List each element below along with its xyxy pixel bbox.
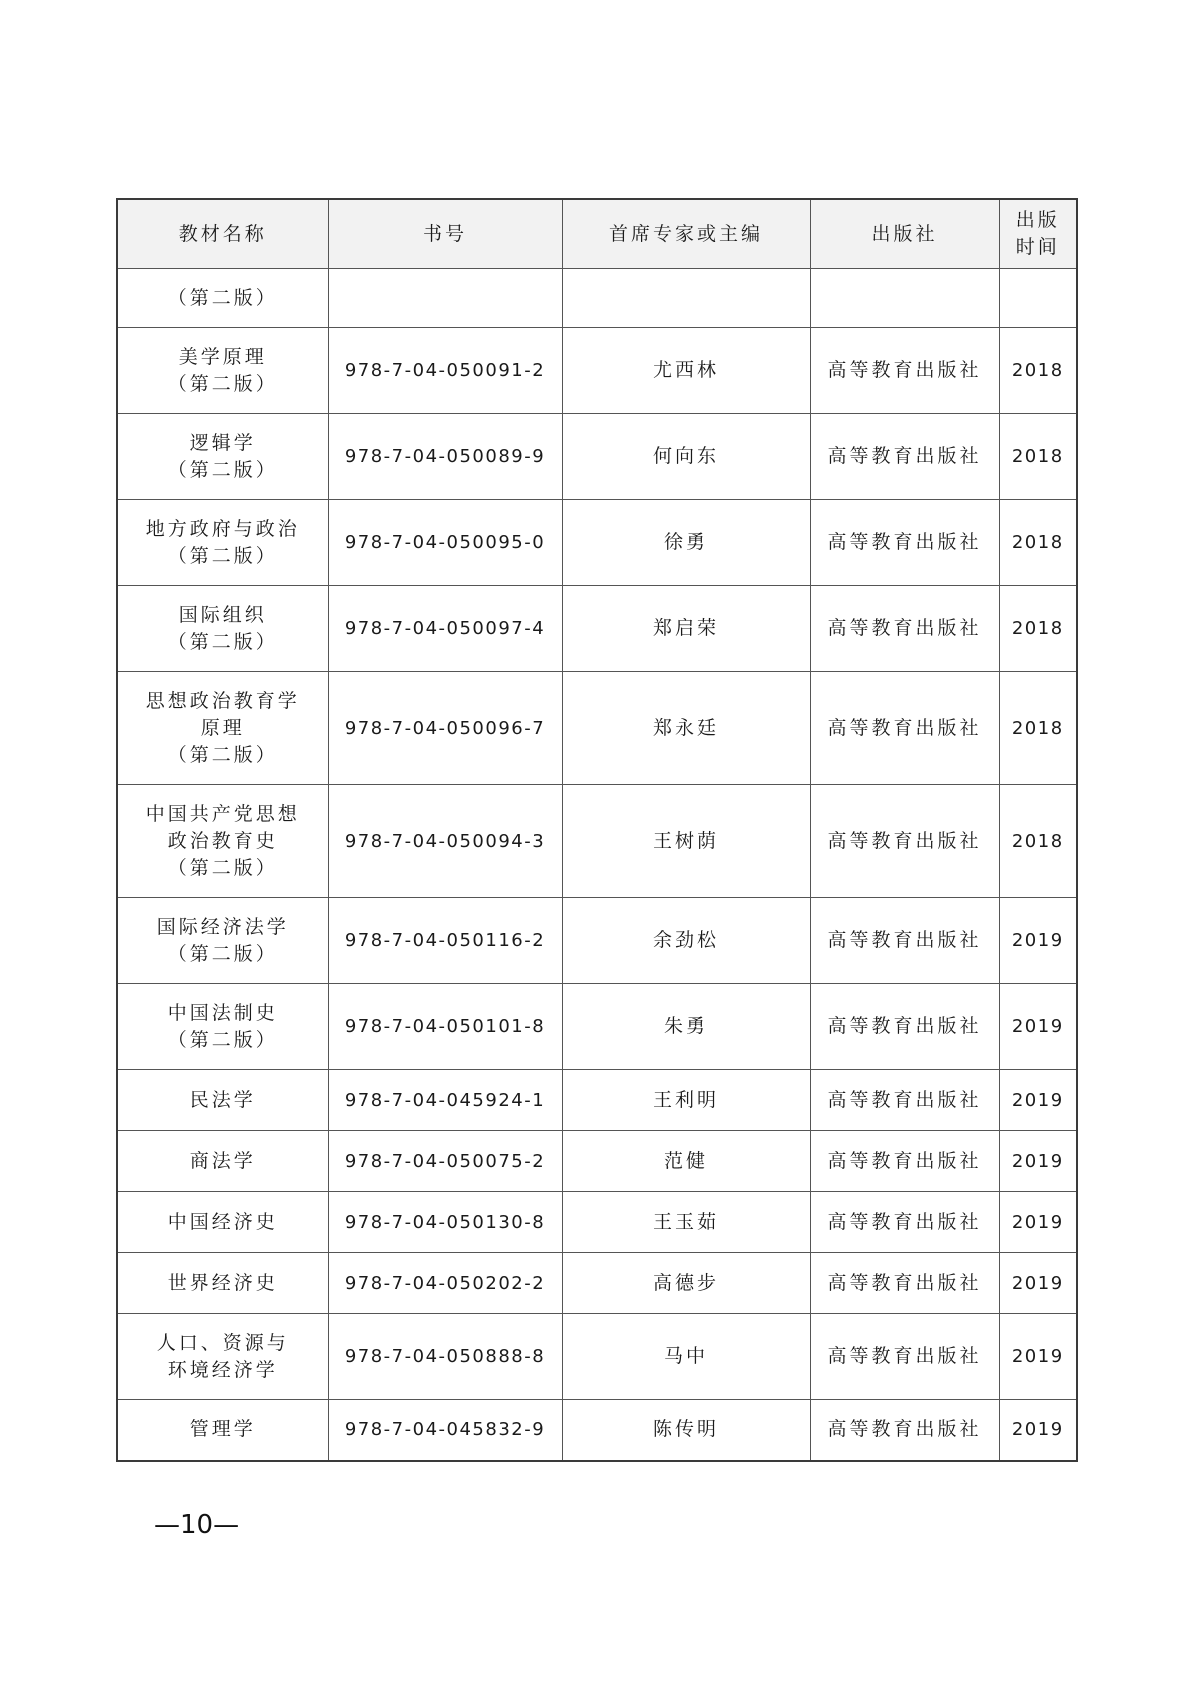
cell-editor: 王利明 — [562, 1070, 810, 1131]
table-row — [117, 1192, 1077, 1253]
cell-name — [117, 898, 328, 984]
cell-isbn: 978-7-04-050116-2 — [328, 898, 562, 984]
cell-name-line: 逻辑学 — [189, 431, 256, 454]
cell-editor: 尤西林 — [562, 328, 810, 414]
cell-publisher: 高等教育出版社 — [810, 1131, 999, 1192]
cell-editor: 高德步 — [562, 1253, 810, 1314]
cell-name-line: （第二版） — [167, 1028, 278, 1051]
cell-year: 2019 — [999, 1253, 1077, 1314]
header-publisher: 出版社 — [810, 199, 999, 269]
cell-isbn: 978-7-04-050130-8 — [328, 1192, 562, 1253]
table-row — [117, 1314, 1077, 1400]
cell-year: 2019 — [999, 1314, 1077, 1400]
cell-name-line: 环境经济学 — [167, 1358, 278, 1381]
cell-publisher: 高等教育出版社 — [810, 785, 999, 898]
cell-isbn: 978-7-04-050089-9 — [328, 414, 562, 500]
cell-name-line: （第二版） — [167, 942, 278, 965]
cell-publisher: 高等教育出版社 — [810, 414, 999, 500]
cell-editor: 范健 — [562, 1131, 810, 1192]
cell-name — [117, 1400, 328, 1461]
cell-year: 2019 — [999, 1192, 1077, 1253]
cell-isbn: 978-7-04-050888-8 — [328, 1314, 562, 1400]
cell-year: 2018 — [999, 586, 1077, 672]
cell-name-line: 中国共产党思想 — [145, 802, 300, 825]
cell-publisher: 高等教育出版社 — [810, 500, 999, 586]
cell-publisher: 高等教育出版社 — [810, 1192, 999, 1253]
cell-isbn — [328, 269, 562, 328]
cell-name-line: 人口、资源与 — [156, 1331, 289, 1354]
cell-name-line: （第二版） — [167, 372, 278, 395]
cell-publisher: 高等教育出版社 — [810, 984, 999, 1070]
table-row — [117, 984, 1077, 1070]
cell-name — [117, 984, 328, 1070]
cell-name-line: （第二版） — [167, 743, 278, 766]
cell-name — [117, 1192, 328, 1253]
cell-publisher: 高等教育出版社 — [810, 1400, 999, 1461]
cell-year: 2019 — [999, 1131, 1077, 1192]
cell-editor — [562, 269, 810, 328]
cell-name-line: 地方政府与政治 — [145, 517, 300, 540]
table-row — [117, 1131, 1077, 1192]
table-row — [117, 1400, 1077, 1461]
cell-year: 2018 — [999, 500, 1077, 586]
cell-isbn: 978-7-04-050091-2 — [328, 328, 562, 414]
cell-publisher: 高等教育出版社 — [810, 1253, 999, 1314]
cell-name-line: （第二版） — [167, 286, 278, 309]
cell-name — [117, 672, 328, 785]
cell-name — [117, 1070, 328, 1131]
cell-name-line: 原理 — [200, 716, 245, 739]
cell-year: 2019 — [999, 1400, 1077, 1461]
cell-name-line: 中国经济史 — [167, 1210, 278, 1233]
cell-editor: 何向东 — [562, 414, 810, 500]
cell-name — [117, 1253, 328, 1314]
cell-name-line: 思想政治教育学 — [145, 689, 300, 712]
cell-isbn: 978-7-04-050094-3 — [328, 785, 562, 898]
cell-name-line: （第二版） — [167, 458, 278, 481]
table-row — [117, 1070, 1077, 1131]
cell-editor: 余劲松 — [562, 898, 810, 984]
cell-publisher: 高等教育出版社 — [810, 672, 999, 785]
cell-year: 2018 — [999, 414, 1077, 500]
cell-year: 2018 — [999, 328, 1077, 414]
cell-publisher: 高等教育出版社 — [810, 1070, 999, 1131]
header-time — [999, 199, 1077, 269]
table-row — [117, 672, 1077, 785]
cell-editor: 王树荫 — [562, 785, 810, 898]
cell-editor: 王玉茹 — [562, 1192, 810, 1253]
cell-name-line: 管理学 — [189, 1418, 256, 1441]
cell-isbn: 978-7-04-050101-8 — [328, 984, 562, 1070]
cell-isbn: 978-7-04-050096-7 — [328, 672, 562, 785]
table-row — [117, 269, 1077, 328]
table-row — [117, 898, 1077, 984]
cell-year: 2019 — [999, 898, 1077, 984]
cell-name-line: （第二版） — [167, 856, 278, 879]
cell-name-line: 商法学 — [189, 1149, 256, 1172]
cell-name-line: 国际组织 — [178, 603, 267, 626]
cell-editor: 朱勇 — [562, 984, 810, 1070]
header-isbn: 书号 — [328, 199, 562, 269]
cell-name — [117, 1131, 328, 1192]
cell-publisher: 高等教育出版社 — [810, 328, 999, 414]
table-header-row — [117, 199, 1077, 269]
cell-isbn: 978-7-04-050075-2 — [328, 1131, 562, 1192]
cell-name-line: 美学原理 — [178, 345, 267, 368]
cell-isbn: 978-7-04-045832-9 — [328, 1400, 562, 1461]
cell-name-line: 民法学 — [189, 1088, 256, 1111]
cell-publisher: 高等教育出版社 — [810, 586, 999, 672]
cell-name — [117, 500, 328, 586]
cell-name — [117, 414, 328, 500]
page-number: —10— — [154, 1510, 240, 1540]
table-row — [117, 785, 1077, 898]
cell-year: 2019 — [999, 1070, 1077, 1131]
header-time-line2: 时间 — [1015, 236, 1060, 258]
cell-year: 2018 — [999, 672, 1077, 785]
table-row — [117, 586, 1077, 672]
cell-name-line: 国际经济法学 — [156, 915, 289, 938]
cell-name-line: 中国法制史 — [167, 1001, 278, 1024]
cell-isbn: 978-7-04-050202-2 — [328, 1253, 562, 1314]
cell-isbn: 978-7-04-045924-1 — [328, 1070, 562, 1131]
header-time-line1: 出版 — [1015, 209, 1060, 231]
textbook-table — [116, 198, 1078, 1462]
cell-name — [117, 586, 328, 672]
table-row — [117, 1253, 1077, 1314]
cell-name-line: 世界经济史 — [167, 1271, 278, 1294]
cell-editor: 郑永廷 — [562, 672, 810, 785]
cell-year: 2018 — [999, 785, 1077, 898]
cell-name — [117, 328, 328, 414]
cell-year — [999, 269, 1077, 328]
header-name: 教材名称 — [117, 199, 328, 269]
cell-isbn: 978-7-04-050097-4 — [328, 586, 562, 672]
table-row — [117, 500, 1077, 586]
table-row — [117, 328, 1077, 414]
cell-publisher: 高等教育出版社 — [810, 898, 999, 984]
cell-name — [117, 1314, 328, 1400]
cell-name — [117, 269, 328, 328]
cell-year: 2019 — [999, 984, 1077, 1070]
cell-name — [117, 785, 328, 898]
cell-isbn: 978-7-04-050095-0 — [328, 500, 562, 586]
header-editor: 首席专家或主编 — [562, 199, 810, 269]
cell-editor: 陈传明 — [562, 1400, 810, 1461]
cell-editor: 郑启荣 — [562, 586, 810, 672]
cell-name-line: （第二版） — [167, 544, 278, 567]
cell-editor: 马中 — [562, 1314, 810, 1400]
table-row — [117, 414, 1077, 500]
cell-name-line: 政治教育史 — [167, 829, 278, 852]
cell-publisher: 高等教育出版社 — [810, 1314, 999, 1400]
cell-publisher — [810, 269, 999, 328]
cell-editor: 徐勇 — [562, 500, 810, 586]
cell-name-line: （第二版） — [167, 630, 278, 653]
